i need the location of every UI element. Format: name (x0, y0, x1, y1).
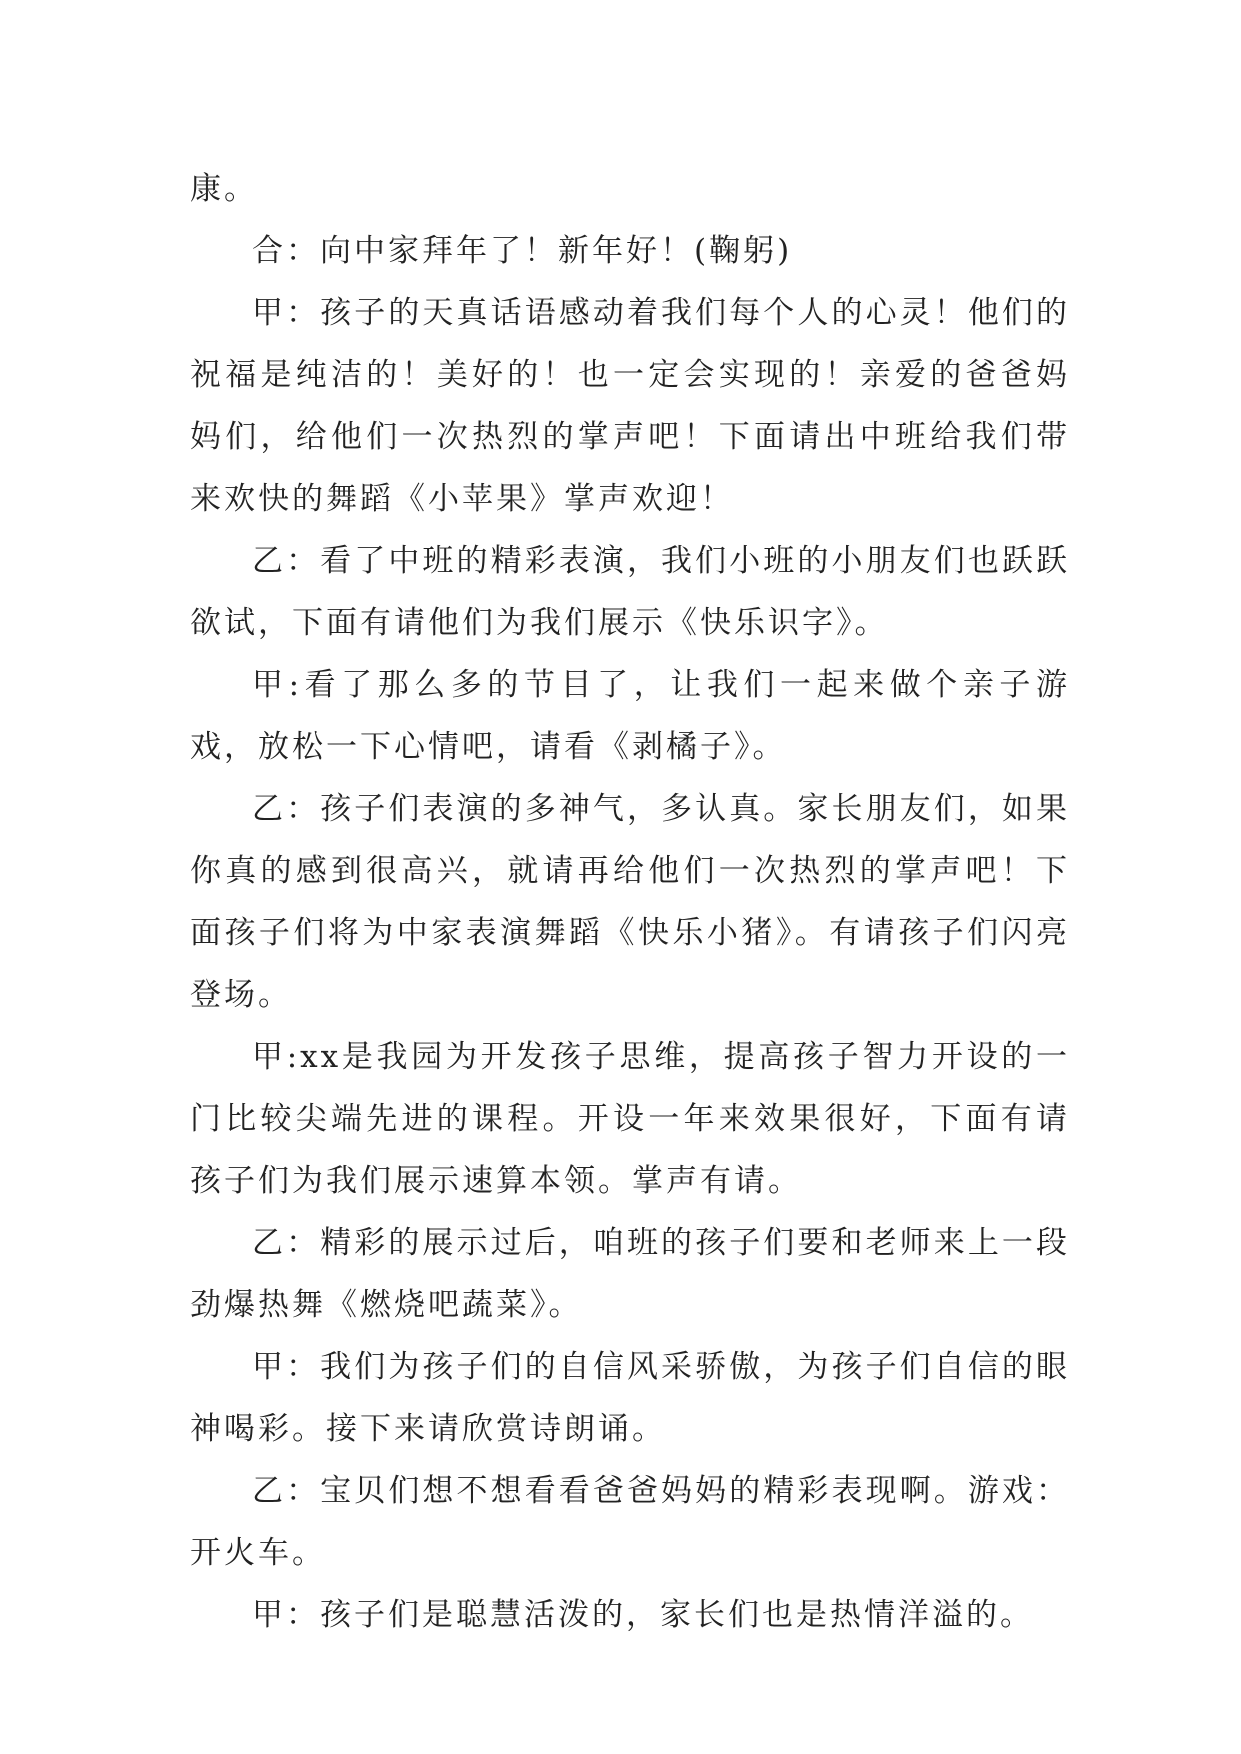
paragraph-jia-1: 甲：孩子的天真话语感动着我们每个人的心灵！他们的祝福是纯洁的！美好的！也一定会实现的！亲爱的爸爸妈妈们，给他们一次热烈的掌声吧！下面请出中班给我们带来欢快的舞蹈《小苹果》掌声欢迎！ (190, 295, 1070, 517)
paragraph-jia-3: 甲:xx是我园为开发孩子思维，提高孩子智力开设的一门比较尖端先进的课程。开设一年来效果很好，下面有请孩子们为我们展示速算本领。掌声有请。 (190, 1039, 1070, 1199)
paragraph-yi-2: 乙：孩子们表演的多神气，多认真。家长朋友们，如果你真的感到很高兴，就请再给他们一次热烈的掌声吧！下面孩子们将为中家表演舞蹈《快乐小猪》。有请孩子们闪亮登场。 (190, 791, 1070, 1013)
paragraph-jia-5: 甲：孩子们是聪慧活泼的，家长们也是热情洋溢的。 (252, 1597, 1034, 1633)
paragraph-he-greeting: 合：向中家拜年了！新年好！(鞠躬) (252, 233, 793, 269)
paragraph-yi-3: 乙：精彩的展示过后，咱班的孩子们要和老师来上一段劲爆热舞《燃烧吧蔬菜》。 (190, 1225, 1070, 1323)
paragraph-jia-4: 甲：我们为孩子们的自信风采骄傲，为孩子们自信的眼神喝彩。接下来请欣赏诗朗诵。 (190, 1349, 1070, 1447)
document-body (190, 158, 1070, 1646)
paragraph-jia-2: 甲:看了那么多的节目了，让我们一起来做个亲子游戏，放松一下心情吧，请看《剥橘子》。 (190, 667, 1070, 765)
paragraph-yi-1: 乙：看了中班的精彩表演，我们小班的小朋友们也跃跃欲试，下面有请他们为我们展示《快乐识字》。 (190, 543, 1070, 641)
paragraph-continuation: 康。 (190, 171, 258, 207)
paragraph-yi-4: 乙：宝贝们想不想看看爸爸妈妈的精彩表现啊。游戏：开火车。 (190, 1473, 1070, 1571)
